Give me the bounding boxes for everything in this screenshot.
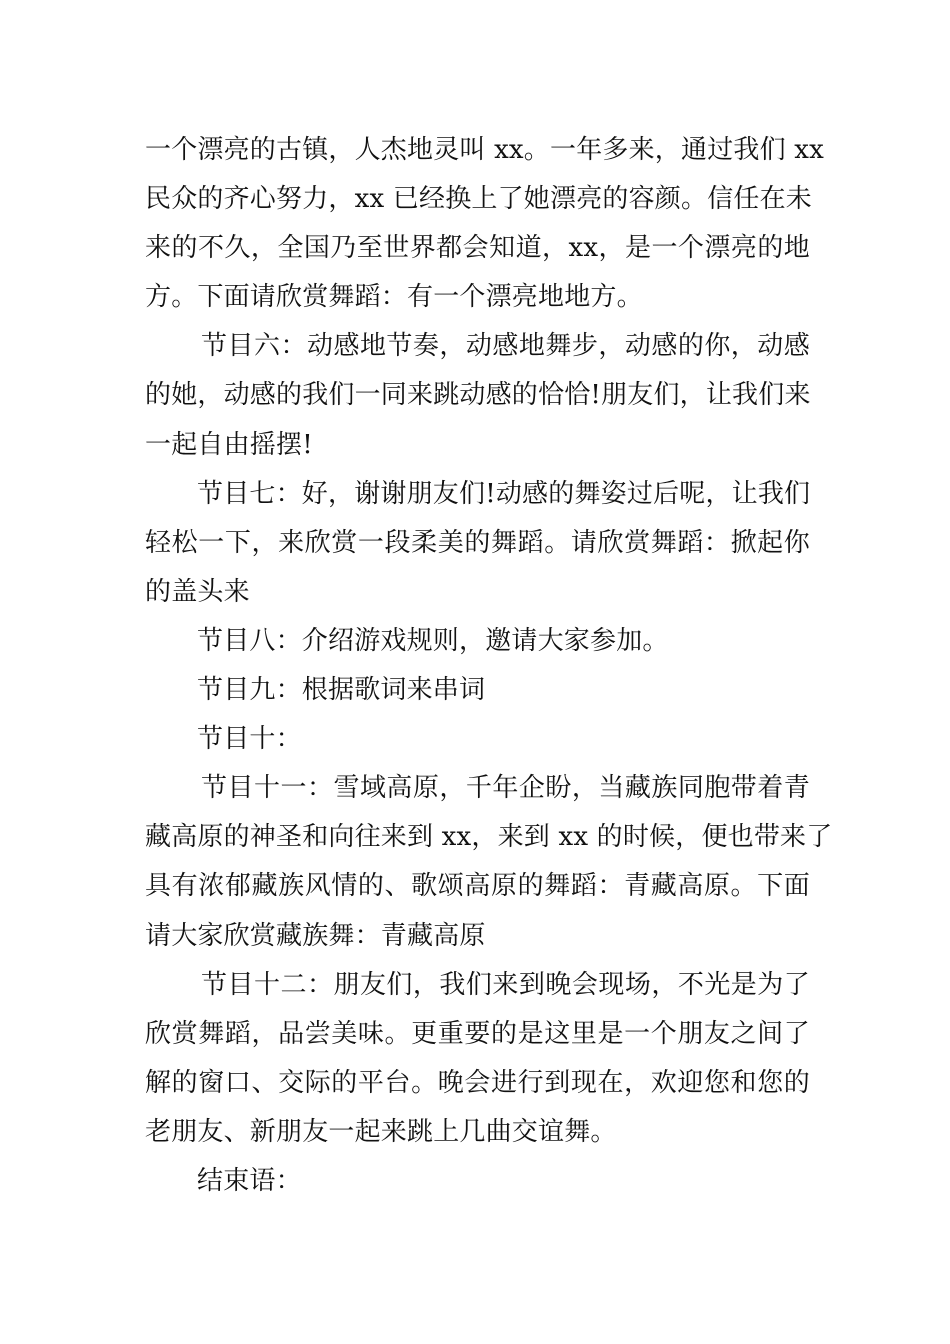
text-line: 方。下面请欣赏舞蹈：有一个漂亮地地方。 xyxy=(145,282,643,313)
text-line: 来的不久，全国乃至世界都会知道，xx，是一个漂亮的地 xyxy=(145,233,810,264)
text-line: 的盖头来 xyxy=(145,576,250,607)
text-line: 节目十： xyxy=(197,724,302,755)
text-line: 老朋友、新朋友一起来跳上几曲交谊舞。 xyxy=(145,1116,617,1147)
paragraph-program-7 xyxy=(145,470,810,617)
paragraph-program-11 xyxy=(145,764,833,960)
text-line: 具有浓郁藏族风情的、歌颂高原的舞蹈：青藏高原。下面 xyxy=(145,871,810,902)
text-line: 藏高原的神圣和向往来到 xx，来到 xx 的时候，便也带来了 xyxy=(145,822,833,853)
text-line: 轻松一下，来欣赏一段柔美的舞蹈。请欣赏舞蹈：掀起你 xyxy=(145,527,810,558)
paragraph-program-6 xyxy=(145,322,810,469)
text-line: 节目十一：雪域高原，千年企盼，当藏族同胞带着青 xyxy=(201,773,810,804)
text-line: 请大家欣赏藏族舞：青藏高原 xyxy=(145,920,486,951)
paragraph-program-9 xyxy=(145,666,810,715)
text-line: 的她，动感的我们一同来跳动感的恰恰!朋友们，让我们来 xyxy=(145,380,811,411)
text-line: 节目六：动感地节奏，动感地舞步，动感的你，动感 xyxy=(201,331,810,362)
text-line: 一个漂亮的古镇，人杰地灵叫 xx。一年多来，通过我们 xx xyxy=(145,135,824,165)
text-line: 一起自由摇摆! xyxy=(145,429,313,460)
paragraph-program-12 xyxy=(145,961,810,1157)
text-line: 节目十二：朋友们，我们来到晚会现场，不光是为了 xyxy=(201,969,810,1000)
paragraph xyxy=(145,126,824,322)
text-line: 节目八：介绍游戏规则，邀请大家参加。 xyxy=(197,625,669,656)
paragraph-program-8 xyxy=(145,617,810,666)
paragraph-program-10 xyxy=(145,715,810,764)
document-page xyxy=(145,126,833,1206)
text-line: 结束语： xyxy=(197,1165,302,1196)
text-line: 节目九：根据歌词来串词 xyxy=(197,675,486,706)
paragraph-closing xyxy=(145,1157,810,1206)
text-line: 节目七：好，谢谢朋友们!动感的舞姿过后呢，让我们 xyxy=(197,478,811,509)
text-line: 民众的齐心努力，xx 已经换上了她漂亮的容颜。信任在未 xyxy=(145,184,812,215)
text-line: 欣赏舞蹈，品尝美味。更重要的是这里是一个朋友之间了 xyxy=(145,1018,810,1049)
text-line: 解的窗口、交际的平台。晚会进行到现在，欢迎您和您的 xyxy=(145,1067,810,1098)
